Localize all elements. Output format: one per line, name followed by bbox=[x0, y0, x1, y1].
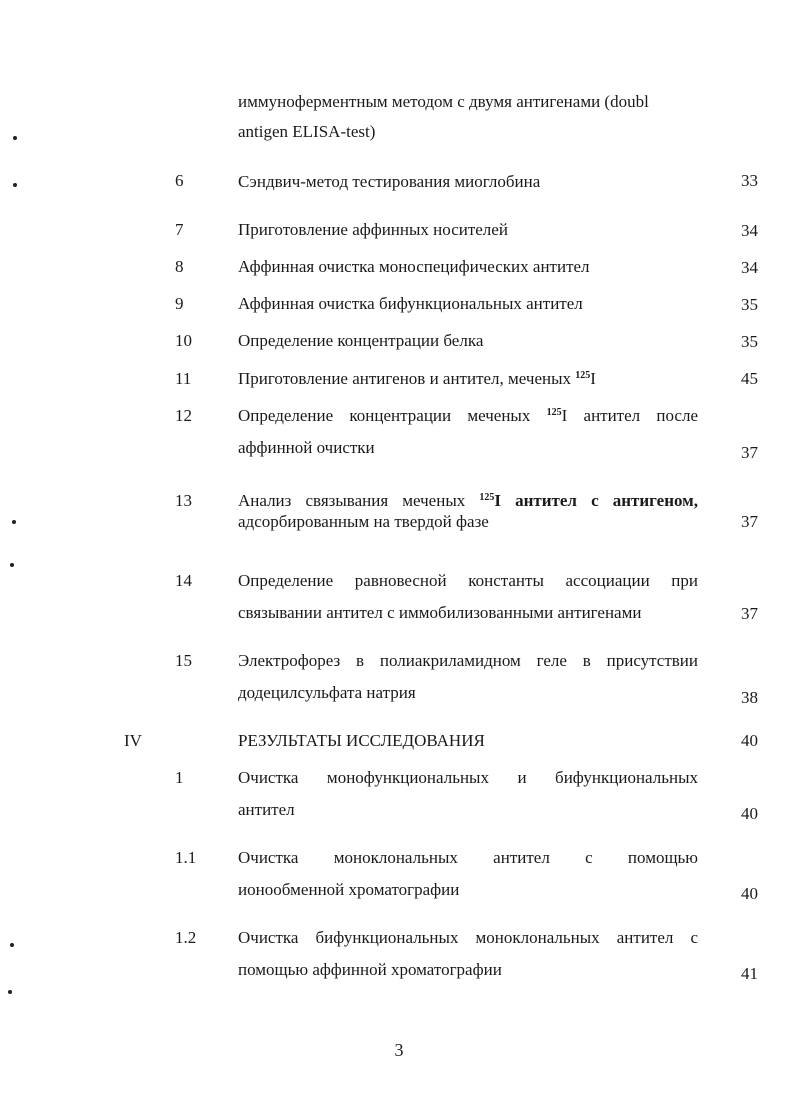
toc-item-title[interactable]: Приготовление аффинных носителей bbox=[238, 220, 508, 239]
toc-subitem-number: 1.1 bbox=[175, 848, 197, 867]
toc-subitem-number: 1.2 bbox=[175, 928, 197, 947]
toc-item-title[interactable]: Определение концентрации белка bbox=[238, 331, 484, 350]
toc-item-number: 14 bbox=[175, 571, 192, 590]
toc-item-title-text: I антител с антигеном, bbox=[494, 491, 698, 510]
toc-item-number: 10 bbox=[175, 331, 192, 350]
scan-speck bbox=[10, 563, 14, 567]
toc-item-page: 35 bbox=[741, 332, 758, 351]
toc-item-page: 34 bbox=[741, 258, 758, 277]
toc-item-page: 38 bbox=[741, 688, 758, 707]
toc-item-title[interactable] bbox=[238, 406, 698, 426]
scan-speck bbox=[12, 520, 16, 524]
isotope-superscript: 125 bbox=[479, 492, 495, 503]
toc-item-title[interactable]: Аффинная очистка бифункциональных антител bbox=[238, 294, 583, 313]
toc-subitem-page: 41 bbox=[741, 964, 758, 983]
toc-subitem-title[interactable]: Очистка монофункциональных и бифункциональных bbox=[238, 768, 698, 787]
toc-subitem-title-line2: антител bbox=[238, 800, 295, 819]
toc-item-title[interactable]: Сэндвич-метод тестирования миоглобина bbox=[238, 172, 541, 191]
scan-speck bbox=[10, 943, 14, 947]
toc-subitem-number: 1 bbox=[175, 768, 184, 787]
toc-item-title-line2: связывании антител с иммобилизованными антигенами bbox=[238, 603, 642, 622]
toc-item-page: 34 bbox=[741, 221, 758, 240]
toc-subitem-page: 40 bbox=[741, 884, 758, 903]
section-number: IV bbox=[124, 731, 142, 750]
toc-item-title[interactable] bbox=[238, 491, 698, 511]
toc-item-number: 12 bbox=[175, 406, 192, 425]
toc-item-title-text: I bbox=[590, 369, 596, 388]
toc-item-title-text: Приготовление антигенов и антител, меченых bbox=[238, 369, 576, 388]
toc-item-number: 7 bbox=[175, 220, 184, 239]
page-number: 3 bbox=[394, 1040, 404, 1060]
scan-speck bbox=[13, 136, 17, 140]
scan-speck bbox=[13, 183, 17, 187]
toc-item-number: 6 bbox=[175, 171, 184, 190]
isotope-superscript: 125 bbox=[546, 407, 562, 418]
toc-item-page: 37 bbox=[741, 443, 758, 462]
toc-item-page: 45 bbox=[741, 369, 758, 388]
toc-item-title-line2: додецилсульфата натрия bbox=[238, 683, 416, 702]
toc-item-title[interactable] bbox=[238, 369, 698, 389]
toc-item-number: 8 bbox=[175, 257, 184, 276]
toc-item-page: 35 bbox=[741, 295, 758, 314]
toc-continuation-line1: иммуноферментным методом с двумя антигенами (doubl bbox=[238, 92, 649, 111]
section-page: 40 bbox=[741, 731, 758, 750]
toc-item-number: 11 bbox=[175, 369, 192, 388]
toc-item-title-text: I антител после bbox=[561, 406, 698, 425]
toc-item-number: 9 bbox=[175, 294, 184, 313]
toc-item-title-line2: аффинной очистки bbox=[238, 438, 375, 457]
toc-item-title[interactable]: Аффинная очистка моноспецифических антител bbox=[238, 257, 590, 276]
scan-speck bbox=[8, 990, 12, 994]
toc-subitem-title[interactable]: Очистка бифункциональных моноклональных антител с bbox=[238, 928, 698, 947]
toc-item-page: 33 bbox=[741, 171, 758, 190]
toc-continuation-line2: antigen ELISA-test) bbox=[238, 122, 376, 141]
toc-subitem-page: 40 bbox=[741, 804, 758, 823]
toc-item-page: 37 bbox=[741, 604, 758, 623]
toc-item-title[interactable]: Электрофорез в полиакриламидном геле в присутствии bbox=[238, 651, 698, 670]
toc-subitem-title[interactable]: Очистка моноклональных антител с помощью bbox=[238, 848, 698, 867]
toc-item-title[interactable]: Определение равновесной константы ассоциации при bbox=[238, 571, 698, 590]
toc-item-number: 13 bbox=[175, 491, 192, 510]
toc-item-page: 37 bbox=[741, 512, 758, 531]
section-title[interactable]: РЕЗУЛЬТАТЫ ИССЛЕДОВАНИЯ bbox=[238, 731, 485, 750]
toc-item-title-text: Определение концентрации меченых bbox=[238, 406, 547, 425]
toc-subitem-title-line2: ионообменной хроматографии bbox=[238, 880, 460, 899]
toc-subitem-title-line2: помощью аффинной хроматографии bbox=[238, 960, 502, 979]
toc-item-number: 15 bbox=[175, 651, 192, 670]
toc-item-title-text: Анализ связывания меченых bbox=[238, 491, 480, 510]
isotope-superscript: 125 bbox=[575, 370, 591, 381]
toc-item-title-line2: адсорбированным на твердой фазе bbox=[238, 512, 489, 531]
